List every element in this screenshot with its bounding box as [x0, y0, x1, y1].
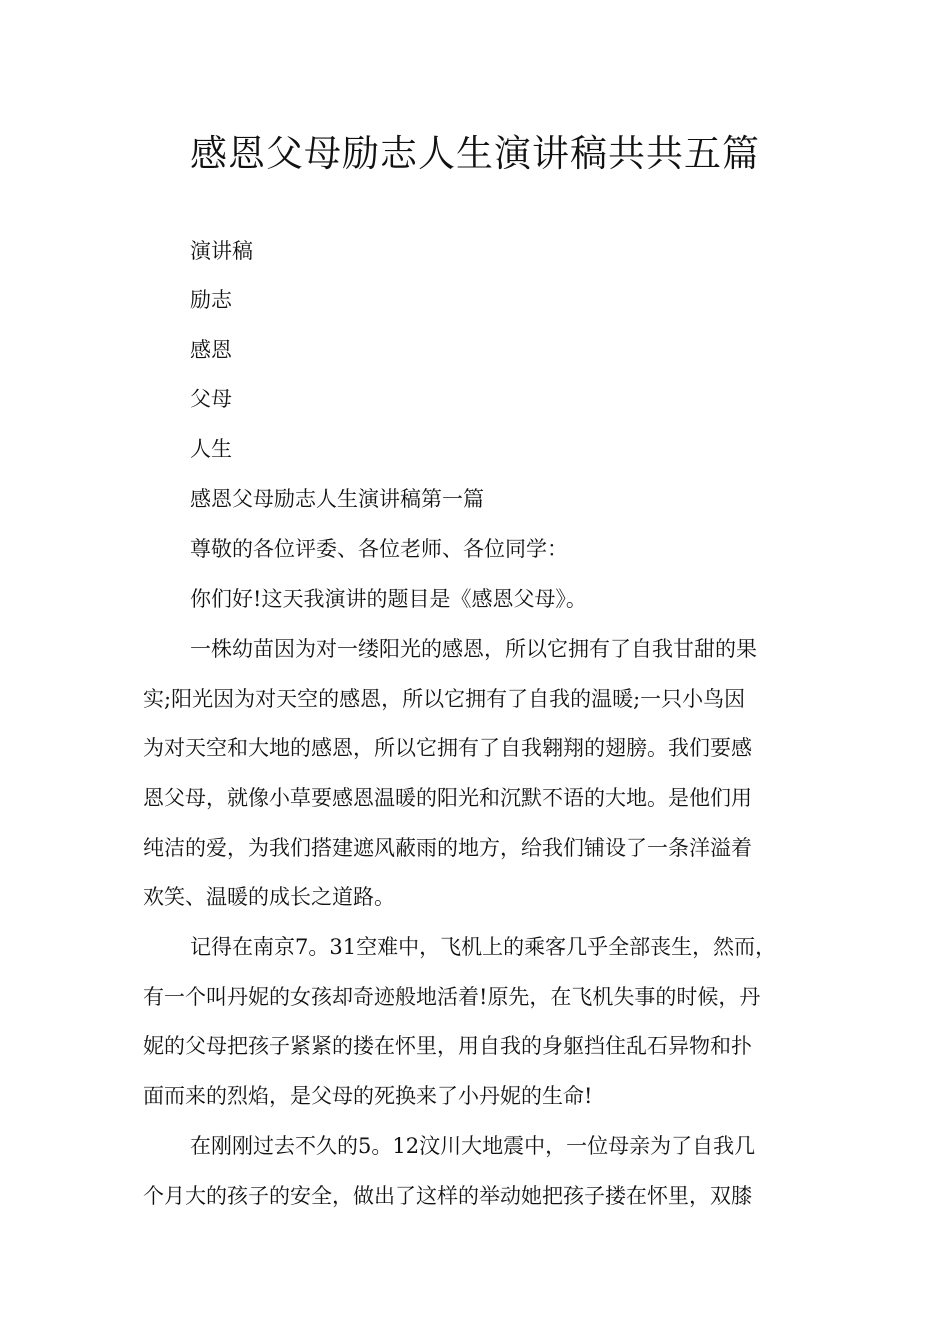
paragraph-line: 个月大的孩子的安全，做出了这样的举动她把孩子搂在怀里，双膝	[143, 1184, 752, 1208]
paragraph-line: 欢笑、温暖的成长之道路。	[143, 885, 395, 909]
section-heading: 感恩父母励志人生演讲稿第一篇	[190, 487, 484, 511]
paragraph-line: 有一个叫丹妮的女孩却奇迹般地活着!原先，在飞机失事的时候，丹	[143, 985, 761, 1009]
salutation: 尊敬的各位评委、各位老师、各位同学：	[190, 537, 568, 561]
paragraph-line: 妮的父母把孩子紧紧的搂在怀里，用自我的身躯挡住乱石异物和扑	[143, 1034, 752, 1058]
paragraph-line: 一株幼苗因为对一缕阳光的感恩，所以它拥有了自我甘甜的果	[190, 637, 757, 661]
keyword-line: 励志	[190, 288, 232, 312]
paragraph-line: 为对天空和大地的感恩，所以它拥有了自我翱翔的翅膀。我们要感	[143, 736, 752, 760]
keyword-line: 演讲稿	[190, 239, 253, 263]
paragraph-line: 实;阳光因为对天空的感恩，所以它拥有了自我的温暖;一只小鸟因	[143, 687, 746, 711]
paragraph-line: 恩父母，就像小草要感恩温暖的阳光和沉默不语的大地。是他们用	[143, 786, 752, 810]
document-title: 感恩父母励志人生演讲稿共共五篇	[190, 132, 760, 175]
paragraph-line: 面而来的烈焰，是父母的死换来了小丹妮的生命!	[143, 1084, 593, 1108]
keyword-line: 父母	[190, 387, 232, 411]
paragraph-line: 在刚刚过去不久的5。12汶川大地震中，一位母亲为了自我几	[190, 1134, 756, 1158]
paragraph-line: 记得在南京7。31空难中，飞机上的乘客几乎全部丧生，然而，	[190, 935, 777, 959]
keyword-line: 人生	[190, 437, 232, 461]
keyword-line: 感恩	[190, 338, 232, 362]
greeting: 你们好!这天我演讲的题目是《感恩父母》。	[190, 587, 587, 611]
paragraph-line: 纯洁的爱，为我们搭建遮风蔽雨的地方，给我们铺设了一条洋溢着	[143, 836, 752, 860]
